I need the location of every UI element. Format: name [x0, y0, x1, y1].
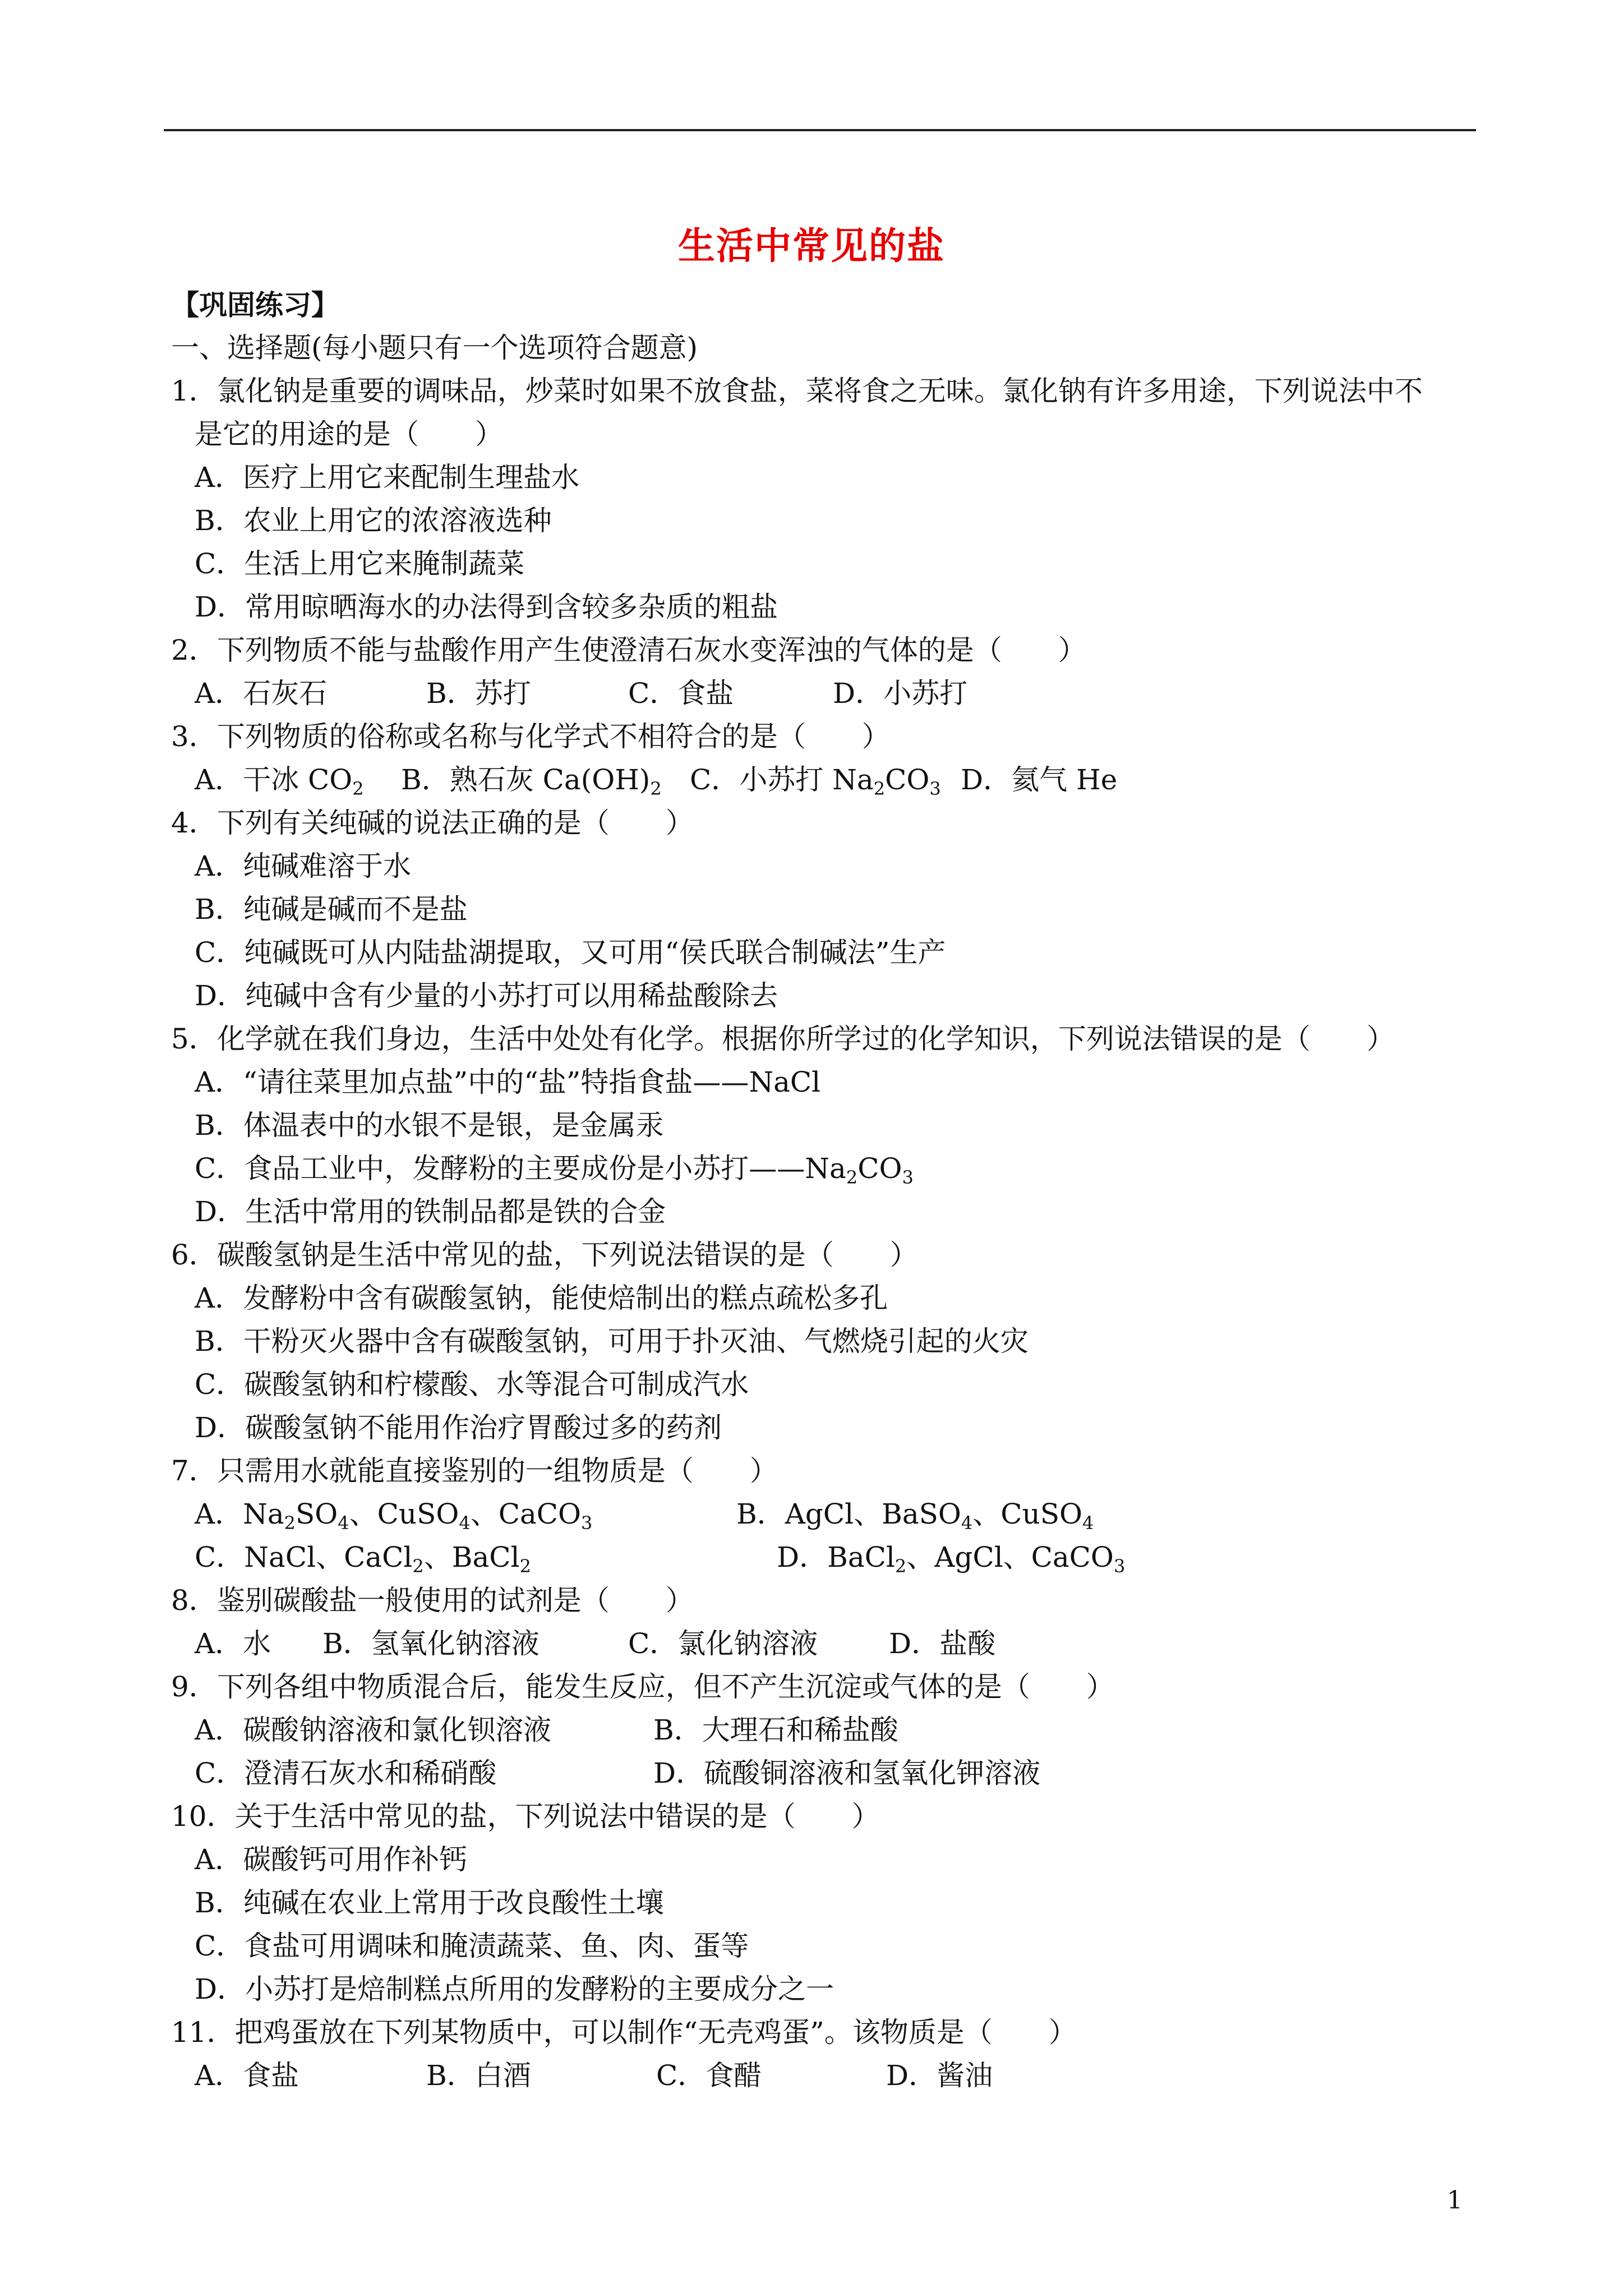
question-9: 9．下列各组中物质混合后，能发生反应，但不产生沉淀或气体的是（ ） — [171, 1671, 1114, 1703]
option: C．生活上用它来腌制蔬菜 — [195, 547, 525, 580]
options-row — [171, 1536, 1472, 1579]
option: C．氯化钠溶液 — [628, 1627, 818, 1660]
option: A．水 — [195, 1627, 271, 1660]
option: C．澄清石灰水和稀硝酸 — [195, 1757, 497, 1789]
option: A．碳酸钙可用作补钙 — [195, 1843, 468, 1876]
option: B．农业上用它的浓溶液选种 — [195, 504, 552, 537]
option: B．白酒 — [426, 2059, 531, 2092]
question-1-cont: 是它的用途的是（ ） — [195, 418, 503, 450]
option: C．食醋 — [656, 2059, 762, 2092]
option: A．碳酸钠溶液和氯化钡溶液 — [195, 1714, 552, 1746]
option: B．大理石和稀盐酸 — [653, 1714, 898, 1746]
options-row — [171, 758, 1472, 802]
option: A．发酵粉中含有碳酸氢钠，能使焙制出的糕点疏松多孔 — [195, 1282, 888, 1314]
question-6: 6．碳酸氢钠是生活中常见的盐，下列说法错误的是（ ） — [171, 1239, 918, 1271]
option: C．小苏打 $Na_2CO_3$ — [690, 763, 941, 799]
option: B．熟石灰 $Ca(OH)_2$ — [401, 763, 662, 799]
page-number: 1 — [1447, 2186, 1463, 2215]
option: A．纯碱难溶于水 — [195, 850, 412, 882]
option: D．氦气 He — [961, 763, 1118, 796]
question-2: 2．下列物质不能与盐酸作用产生使澄清石灰水变浑浊的气体的是（ ） — [171, 634, 1086, 666]
document-body — [171, 283, 1472, 2097]
option: C．食盐 — [628, 677, 734, 710]
option: B．体温表中的水银不是银，是金属汞 — [195, 1109, 664, 1142]
option: C．NaCl、CaCl$_2$、BaCl$_2$ — [195, 1541, 531, 1577]
option: B．纯碱是碱而不是盐 — [195, 893, 468, 926]
option: C．碳酸氢钠和柠檬酸、水等混合可制成汽水 — [195, 1368, 749, 1401]
header-rule — [164, 129, 1476, 131]
option: D．小苏打 — [833, 677, 968, 710]
question-11: 11．把鸡蛋放在下列某物质中，可以制作“无壳鸡蛋”。该物质是（ ） — [171, 2016, 1077, 2049]
option: D．生活中常用的铁制品都是铁的合金 — [195, 1195, 666, 1228]
options-row — [171, 672, 1472, 715]
option: A．石灰石 — [195, 677, 328, 710]
option: D．碳酸氢钠不能用作治疗胃酸过多的药剂 — [195, 1411, 722, 1444]
option: D．盐酸 — [889, 1627, 996, 1660]
option: C．食品工业中，发酵粉的主要成份是小苏打$——Na_2CO_3$ — [195, 1152, 914, 1188]
question-4: 4．下列有关纯碱的说法正确的是（ ） — [171, 807, 694, 839]
option: A．“请往菜里加点盐”中的“盐”特指食盐——NaCl — [195, 1066, 821, 1098]
option: A．干冰 $CO_2$ — [195, 763, 364, 799]
options-row — [171, 1493, 1472, 1536]
question-1: 1．氯化钠是重要的调味品，炒菜时如果不放食盐，菜将食之无味。氯化钠有许多用途，下列说法中不 — [171, 375, 1423, 407]
option: A．$Na_2SO_4$、CuSO$_4$、CaCO$_3$ — [195, 1498, 593, 1534]
option: D．小苏打是焙制糕点所用的发酵粉的主要成分之一 — [195, 1973, 834, 2005]
option: B．干粉灭火器中含有碳酸氢钠，可用于扑灭油、气燃烧引起的火灾 — [195, 1325, 1029, 1358]
option: D．BaCl$_2$、AgCl、CaCO$_3$ — [777, 1541, 1126, 1577]
option: B．氢氧化钠溶液 — [322, 1627, 540, 1660]
option: A．食盐 — [195, 2059, 299, 2092]
option: A．医疗上用它来配制生理盐水 — [195, 461, 580, 494]
question-5: 5．化学就在我们身边，生活中处处有化学。根据你所学过的化学知识，下列说法错误的是（ ） — [171, 1023, 1395, 1055]
question-8: 8．鉴别碳酸盐一般使用的试剂是（ ） — [171, 1584, 694, 1617]
part-heading: 一、选择题(每小题只有一个选项符合题意) — [171, 332, 698, 364]
option: B．AgCl、BaSO$_4$、CuSO$_4$ — [736, 1498, 1094, 1534]
option: B．苏打 — [426, 677, 531, 710]
section-heading: 【巩固练习】 — [171, 288, 339, 321]
option: D．酱油 — [886, 2059, 993, 2092]
options-row — [171, 1622, 1472, 1665]
option: D．硫酸铜溶液和氢氧化钾溶液 — [653, 1757, 1041, 1789]
options-row — [171, 2054, 1472, 2097]
options-row — [171, 1752, 1472, 1795]
page-title: 生活中常见的盐 — [678, 224, 945, 268]
question-7: 7．只需用水就能直接鉴别的一组物质是（ ） — [171, 1455, 778, 1487]
option: B．纯碱在农业上常用于改良酸性土壤 — [195, 1887, 664, 1919]
option: D．纯碱中含有少量的小苏打可以用稀盐酸除去 — [195, 979, 778, 1012]
option: D．常用晾晒海水的办法得到含较多杂质的粗盐 — [195, 591, 778, 623]
option: C．纯碱既可从内陆盐湖提取，又可用“侯氏联合制碱法”生产 — [195, 936, 946, 969]
question-3: 3．下列物质的俗称或名称与化学式不相符合的是（ ） — [171, 720, 890, 753]
options-row — [171, 1709, 1472, 1752]
option: C．食盐可用调味和腌渍蔬菜、鱼、肉、蛋等 — [195, 1930, 749, 1962]
question-10: 10．关于生活中常见的盐，下列说法中错误的是（ ） — [171, 1800, 880, 1833]
